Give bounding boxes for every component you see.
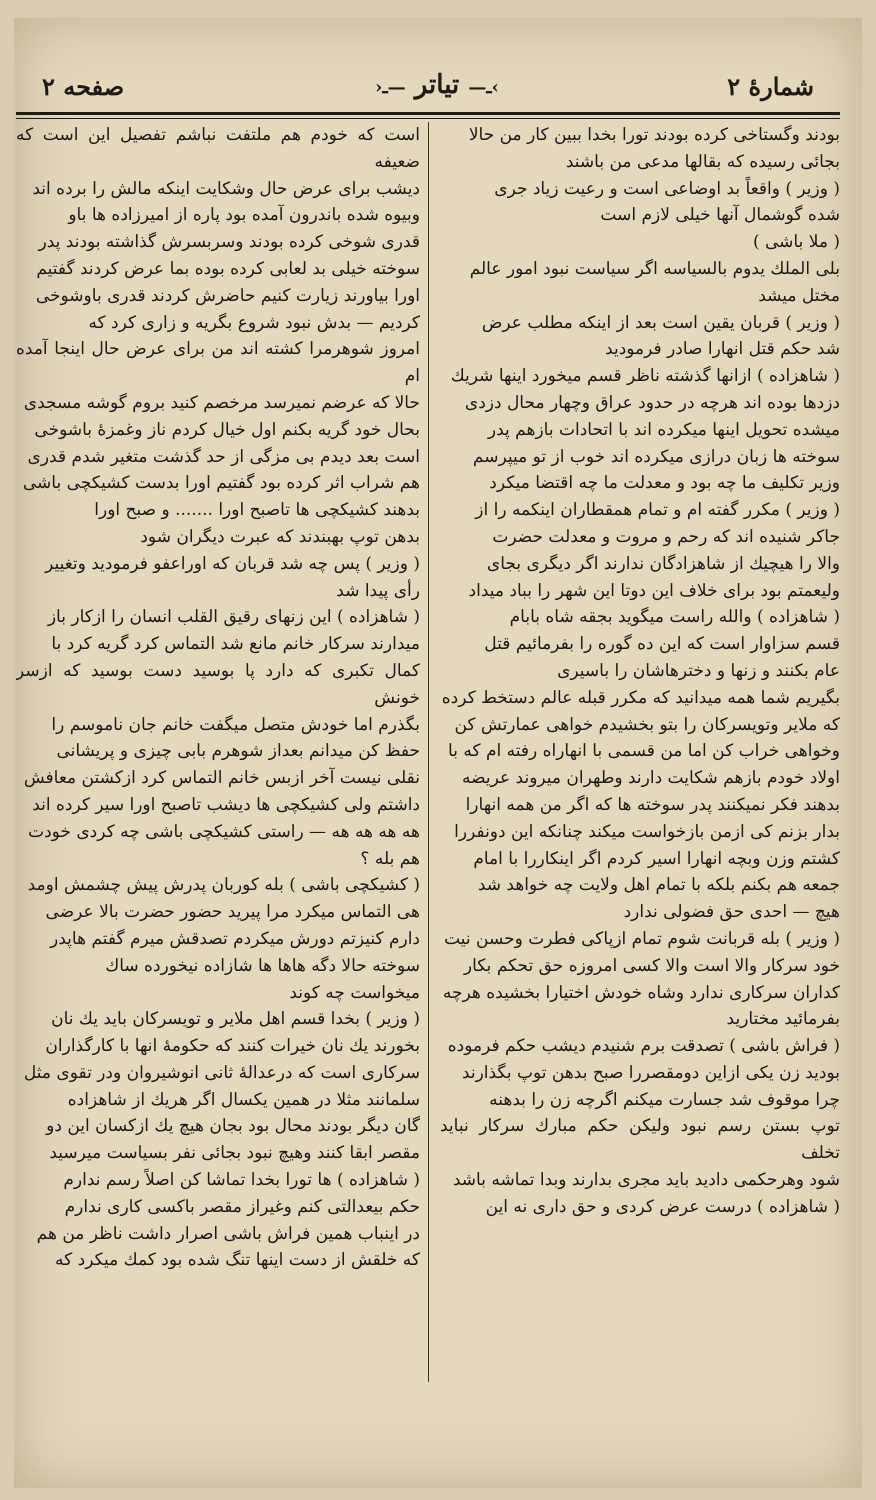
text-line: در اینباب همین فراش باشی اصرار داشت ناظر من هم <box>36 1223 420 1244</box>
text-line: وخواهی خراب کن اما من قسمی با انهاراه رفته ام که با <box>448 741 840 762</box>
text-line: اورا بیاورند زیارت کنیم حاضرش کردند قدری باوشوخی <box>35 285 420 306</box>
text-line: دارم کنیزتم دورش میکردم تصدقش میرم گفتم هاپدر <box>50 928 420 949</box>
text-line: والا را هیچیك از شاهزادگان ندارند اگر دیگری بجای <box>486 553 840 574</box>
text-line: است که خودم هم ملتفت نباشم تفصیل این است که ضعیفه <box>16 125 420 172</box>
issue-number: شمارهٔ ۲ <box>727 72 814 101</box>
page-number: صفحه ۲ <box>42 72 125 101</box>
text-line: نقلی نیست آخر ازبس خانم التماس کرد ازکشتن معافش <box>23 768 420 789</box>
text-line: است بعد دیدم بی مزگی از حد گذشت متغیر شدم قدری <box>27 446 420 467</box>
text-line: رأی پیدا شد <box>336 580 420 601</box>
text-line: که ملایر وتویسرکان را بتو بخشیدم خواهی عمارتش کن <box>454 714 840 735</box>
text-line: ( فراش باشی ) تصدقت برم شنیدم دیشب حکم فرموده <box>447 1036 840 1057</box>
text-line: کشتم وزن وبچه انهارا اسیر کردم اگر اینکاررا با امام <box>473 848 840 869</box>
masthead-text: تیاتر <box>414 70 460 100</box>
text-line: شده گوشمال آنها خیلی لازم است <box>600 205 840 226</box>
ornament-right: ›ـ— <box>468 77 499 98</box>
text-line: جمعه هم بکنم بلکه با تمام اهل ولایت چه خواهد شد <box>477 875 840 896</box>
text-line: بفرمائید مختارید <box>726 1009 840 1030</box>
text-line: حفظ کن میدانم بعداز شوهرم بابی چیزی و پریشانی <box>56 741 420 762</box>
text-line: ( وزیر ) مکرر گفته ام و تمام همقطاران اینکمه را از <box>475 500 840 521</box>
text-line: سوخته خیلی بد لعابی کرده بوده بما عرض کردند گفتیم <box>36 258 420 279</box>
text-line: که خلقش از دست اینها تنگ شده بود کمك میکرد که <box>55 1250 420 1271</box>
text-line: بگیریم شما همه میدانید که مکرر قبله عالم دستخط کرده <box>441 687 840 708</box>
text-line: ولیعمتم بود برای خلاف این دوتا این شهر را بباد میداد <box>468 580 840 601</box>
text-line: وبیوه شده باندرون آمده بود پاره از امیرزاده ها باو <box>68 205 420 226</box>
text-line: بدهن توپ بهبندند که عبرت دیگران شود <box>140 526 420 547</box>
text-line: سوخته حالا دگه هاها ها شازاده نیخورده ساك <box>105 955 420 976</box>
text-line: کداران سرکاری ندارد وشاه خودش اختیارا بخشیده هرچه <box>442 982 840 1003</box>
text-line: ( وزیر ) واقعاً بد اوضاعی است و رعیت زیاد جری <box>494 178 840 199</box>
header-rule-thick <box>16 112 840 115</box>
text-line: ( شاهزاده ) والله راست میگوید بجقه شاه بابام <box>509 607 840 628</box>
text-line: شد حکم قتل انهارا صادر فرمودید <box>605 339 840 360</box>
text-line: بودید زن یکی ازاین دومقصررا صبح بدهن توپ بگذارند <box>461 1062 840 1083</box>
text-line: بلی الملك یدوم بالسیاسه اگر سیاست نبود امور عالم <box>469 258 840 279</box>
text-line: هی التماس میکرد مرا پیرید حضور حضرت بالا عرضی <box>45 902 420 923</box>
text-line: مقصر ابقا کنند وهیچ نبود بجائی نفر بسیاست میرسید <box>49 1143 420 1164</box>
text-line: خود سرکار والا است والا کسی امروزه حق تحکم بکار <box>463 955 840 976</box>
text-line: شود وهرحکمی دادید باید مجری بدارند وبدا تماشه باشد <box>452 1170 840 1191</box>
page-header <box>22 62 834 106</box>
text-line: چرا موقوف شد جسارت میکنم اگرچه زن را بدهنه <box>489 1089 840 1110</box>
text-line: ( وزیر ) بخدا قسم اهل ملایر و تویسرکان باید یك نان <box>51 1009 420 1030</box>
text-line: هم بله ؟ <box>360 848 420 869</box>
text-line: ( شاهزاده ) ها تورا بخدا تماشا کن اصلاً رسم ندارم <box>63 1170 420 1191</box>
text-line: ( شاهزاده ) این زنهای رقیق القلب انسان را ازکار باز <box>47 607 420 628</box>
text-line: بودند وگستاخی کرده بودند تورا بخدا ببین کار من حالا <box>468 125 840 145</box>
text-line: بدار بزنم کی ازمن بازخواست میکند چنانکه این دونفررا <box>454 821 840 842</box>
text-line: سلمانند مثلا در همین یکسال اگر هریك از شاهزاده <box>67 1089 420 1110</box>
text-line: وزیر تکلیف ما چه بود و معدلت ما چه اقتضا میکرد <box>489 473 840 494</box>
text-line: بجائی رسیده که بقالها مدعی من باشند <box>565 151 840 172</box>
text-line: جاکر شنیده اند که رحم و مروت و معدلت حضرت <box>492 526 840 547</box>
text-line: میدارند سرکار خانم مانع شد التماس کرد گریه کرد با <box>51 634 420 655</box>
text-line: توپ بستن رسم نبود ولیکن حکم مبارك سرکار نباید تخلف <box>440 1116 840 1164</box>
text-line: قدری شوخی کرده بودند وسربسرش گذاشته بودند پدر <box>38 232 420 253</box>
ornament-left: —ـ‹ <box>375 77 406 98</box>
text-line: سوخته ها زبان درازی میکرده اند خوب از تو میپرسم <box>472 446 840 467</box>
text-line: ( شاهزاده ) درست عرض کردی و حق داری نه این <box>485 1196 840 1217</box>
column-divider <box>428 122 429 1382</box>
text-line: عام بکنند و زنها و دخترهاشان را باسیری <box>557 660 840 681</box>
text-line: کمال تکبری که دارد پا بوسید دست بوسید که ازسر خونش <box>16 660 420 708</box>
text-line: اولاد خودم بازهم شکایت دارند وطهران میروند عریضه <box>462 768 840 789</box>
text-line: بگذرم اما خودش متصل میگفت خانم جان ناموسم را <box>51 714 420 735</box>
text-line: بخورند یك نان خیرات کنند که حکومهٔ انها با کارگذاران <box>45 1036 420 1057</box>
text-line: ( شاهزاده ) ازانها گذشته ناظر قسم میخورد اینها شریك <box>450 366 840 387</box>
text-line: میخواست چه کوند <box>289 982 420 1003</box>
text-line: حالا که عرضم نمیرسد مرخصم کنید بروم گوشه مسجدی <box>23 392 420 413</box>
text-line: ( وزیر ) بله قربانت شوم تمام ازپاکی فطرت وحسن نیت <box>444 928 840 949</box>
text-line: گان دیگر بودند محال بود بجان هیچ یك ازکسان این دو <box>46 1116 420 1137</box>
text-line: بحال خود گریه بکنم اول خیال کردم ناز وغمزهٔ باشوخی <box>34 419 420 440</box>
text-line: هه هه هه هه — راستی کشیکچی باشی چه کردی خودت <box>28 821 420 842</box>
text-line: حکم بیعدالتی کنم وغیراز مقصر باکسی کاری ندارم <box>64 1196 420 1217</box>
left-text-column <box>16 122 420 1382</box>
text-line: داشتم ولی کشیکچی ها دیشب تاصبح اورا سیر کرده اند <box>32 794 420 815</box>
masthead-title <box>342 70 532 100</box>
text-line: ( وزیر ) قربان یقین است بعد از اینکه مطلب عرض <box>481 312 840 333</box>
text-line: امروز شوهرمرا کشته اند من برای عرض حال اینجا آمده ام <box>16 339 420 387</box>
header-rule-thin <box>16 118 840 119</box>
text-line: قسم سزاوار است که این ده گوره را بفرمائیم قتل <box>484 634 840 655</box>
right-text-column <box>440 122 840 1382</box>
text-line: ( ملا باشی ) <box>752 232 840 253</box>
text-line: کردیم — بدش نبود شروع بگریه و زاری کرد که <box>88 312 420 333</box>
text-line: ( وزیر ) پس چه شد قربان که اوراعفو فرمودید وتغییر <box>45 553 420 574</box>
text-line: هیچ — احدی حق فضولی ندارد <box>623 902 840 923</box>
text-line: سرکاری است که درعدالهٔ ثانی انوشیروان ودر تقوی مثل <box>23 1062 420 1083</box>
text-line: میشده تحویل اینها میکرده اند با اتحادات بازهم پدر <box>487 419 840 440</box>
text-line: ( کشیکچی باشی ) بله کوربان پدرش پیش چشمش اومد <box>27 875 420 896</box>
text-line: هم شراب اثر کرده بود گفتیم اورا بدست کشیکچی باشی <box>22 473 420 494</box>
text-line: بدهند فکر نمیکنند پدر سوخته ها که اگر من همه انهارا <box>465 794 840 815</box>
text-line: دزدها بوده اند هرچه در حدود عراق وچهار محال دزدی <box>464 392 840 413</box>
text-line: دیشب برای عرض حال وشکایت اینکه مالش را برده اند <box>32 178 420 199</box>
text-line: مختل میشد <box>758 285 840 306</box>
text-line: بدهند کشیکچی ها تاصبح اورا ....... و صبح اورا <box>94 500 420 521</box>
